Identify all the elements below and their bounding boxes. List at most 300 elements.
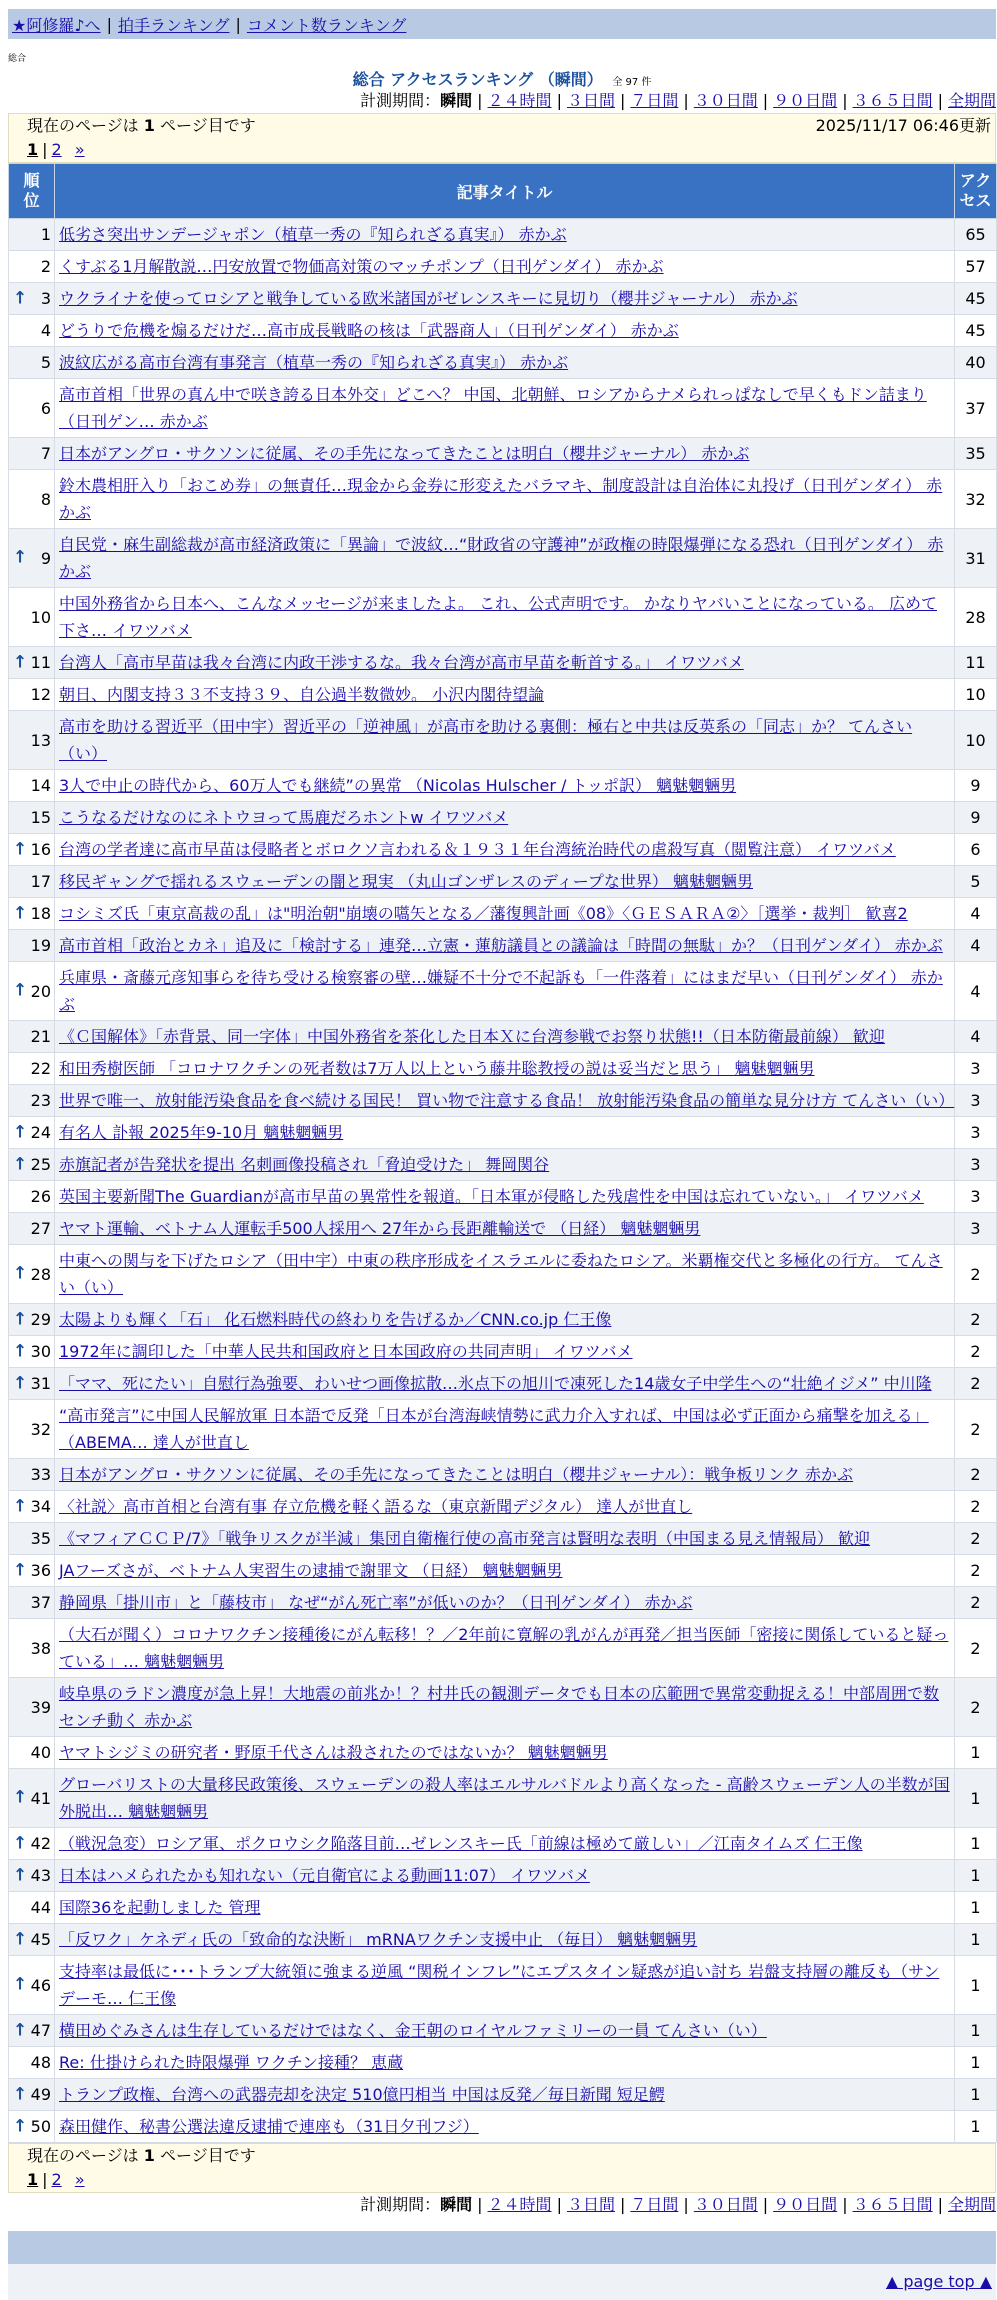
article-link[interactable]: 日本がアングロ・サクソンに従属、その手先になってきたことは明白（櫻井ジャーナル） 赤かぶ [59,444,750,463]
access-count: 2 [955,1678,997,1737]
table-row [9,438,997,470]
title-cell [55,251,955,283]
rank-number: 2 [40,257,51,276]
table-row [9,1737,997,1769]
table-row [9,1021,997,1053]
access-count: 3 [955,1149,997,1181]
rank-cell [9,1459,55,1491]
rank-up-arrow-icon: ↑ [13,1341,28,1361]
table-row [9,1459,997,1491]
rank-cell [9,251,55,283]
pager-page-2-bottom[interactable]: 2 [51,2170,62,2189]
rank-number: 42 [30,1834,51,1853]
table-row [9,930,997,962]
access-count: 1 [955,1956,997,2015]
rank-cell [9,219,55,251]
access-count: 9 [955,802,997,834]
title-cell [55,1678,955,1737]
article-link[interactable]: ヤマトシジミの研究者・野原千代さんは殺されたのではないか？ 魑魅魍魎男 [59,1743,608,1762]
title-cell [55,802,955,834]
period-link-bottom[interactable]: ７日間 [630,2195,679,2214]
rank-number: 11 [30,653,51,672]
rank-up-arrow-icon: ↑ [13,1929,28,1949]
rank-up-arrow-icon: ↑ [13,1122,28,1142]
title-cell [55,866,955,898]
rank-cell [9,1245,55,1304]
article-link[interactable]: 岐阜県のラドン濃度が急上昇！大地震の前兆か！？村井氏の観測データでも日本の広範囲で異常変動捉える！中部周囲で数センチ動く 赤かぶ [59,1684,940,1730]
article-link[interactable]: 「ママ、死にたい」自慰行為強要、わいせつ画像拡散…氷点下の旭川で凍死した14歳女子中学生への“壮絶イジメ” 中川隆 [59,1374,932,1393]
rank-cell [9,834,55,866]
rank-number: 4 [40,321,51,340]
table-row [9,470,997,529]
title-cell [55,1053,955,1085]
article-link[interactable]: 鈴木農相肝入り「おこめ券」の無責任…現金から金券に形変えたバラマキ、制度設計は自治体に丸投げ（日刊ゲンダイ） 赤かぶ [59,476,943,522]
access-count: 1 [955,1769,997,1828]
nav-link-applause-ranking[interactable]: 拍手ランキング [117,15,230,35]
rank-up-arrow-icon: ↑ [13,1865,28,1885]
title-cell [55,1769,955,1828]
rank-number: 35 [30,1529,51,1548]
table-row [9,1523,997,1555]
title-cell [55,1117,955,1149]
rank-number: 39 [30,1697,51,1717]
rank-number: 34 [30,1497,51,1516]
pager-next-bottom[interactable]: » [74,2170,85,2189]
table-row [9,219,997,251]
period-link[interactable]: 全期間 [947,91,996,110]
article-link[interactable]: （戦況急変）ロシア軍、ポクロウシク陥落目前…ゼレンスキー氏「前線は極めて厳しい」／江南タイムズ 仁王像 [59,1834,863,1853]
title-cell [55,1523,955,1555]
access-count: 4 [955,930,997,962]
title-cell [55,647,955,679]
period-label: 計測期間： [360,91,441,110]
title-cell [55,379,955,438]
rank-cell [9,283,55,315]
rank-cell [9,1304,55,1336]
access-count: 10 [955,679,997,711]
article-link[interactable]: Re: 仕掛けられた時限爆弾 ワクチン接種？ 恵蔵 [59,2053,404,2072]
article-link[interactable]: コシミズ氏「東京高裁の乱」は"明治朝"崩壊の嚆矢となる／藩復興計画《08》〈ＧＥＳＡＲＡ②〉［選挙・裁判］ 歓喜2 [59,904,908,923]
access-count: 37 [955,379,997,438]
rank-number: 44 [30,1898,51,1917]
title-cell [55,588,955,647]
article-link[interactable]: 台湾の学者達に高市早苗は侵略者とボロクソ言われる＆１９３１年台湾統治時代の虐殺写真（閲覧注意） イワツバメ [59,840,896,859]
table-row [9,1336,997,1368]
rank-number: 12 [30,685,51,704]
period-link-bottom[interactable]: ３０日間 [693,2195,758,2214]
article-link[interactable]: グローバリストの大量移民政策後、スウェーデンの殺人率はエルサルバドルより高くなった - 高齢スウェーデン人の半数が国外脱出… 魑魅魍魎男 [59,1775,950,1821]
rank-up-arrow-icon: ↑ [13,903,28,923]
rank-number: 21 [30,1027,51,1046]
article-link[interactable]: 有名人 訃報 2025年9-10月 魑魅魍魎男 [59,1123,344,1142]
rank-up-arrow-icon: ↑ [13,980,28,1001]
rank-up-arrow-icon: ↑ [13,1154,28,1174]
rank-cell [9,1523,55,1555]
rank-cell [9,1149,55,1181]
table-row [9,866,997,898]
period-separator: | [842,2195,848,2214]
rank-number: 40 [30,1743,51,1762]
title-cell [55,2015,955,2047]
article-link[interactable]: ヤマト運輸、ベトナム人運転手500人採用へ 27年から長距離輸送で （日経） 魑魅魍魎男 [59,1219,701,1238]
period-current-bottom: 瞬間 [440,2195,473,2214]
rank-up-arrow-icon: ↑ [13,1373,28,1393]
access-count: 2 [955,1304,997,1336]
rank-cell [9,1400,55,1459]
title-cell [55,2079,955,2111]
access-count: 4 [955,1021,997,1053]
title-cell [55,347,955,379]
article-link[interactable]: 森田健作、秘書公選法違反逮捕で連座も（31日夕刊フジ） [59,2117,479,2136]
rank-number: 29 [30,1310,51,1329]
access-count: 2 [955,1523,997,1555]
rank-up-arrow-icon: ↑ [13,1787,28,1808]
article-link[interactable]: 国際36を起動しました 管理 [59,1898,261,1917]
access-count: 57 [955,251,997,283]
table-row [9,529,997,588]
access-count: 2 [955,1587,997,1619]
header-rank: 順位 [9,164,55,219]
table-row [9,647,997,679]
article-link[interactable]: JAフーズさが、ベトナム人実習生の逮捕で謝罪文 （日経） 魑魅魍魎男 [59,1561,563,1580]
article-link[interactable]: くすぶる1月解散説…円安放置で物価高対策のマッチポンプ（日刊ゲンダイ） 赤かぶ [59,257,664,276]
title-cell [55,1860,955,1892]
top-nav [8,9,996,39]
title-cell [55,2111,955,2143]
access-count: 2 [955,1491,997,1523]
current-page-text-bottom: 現在のページは 1 ページ目です [27,2146,256,2165]
article-link[interactable]: トランプ政権、台湾への武器売却を決定 510億円相当 中国は反発／毎日新聞 短足鰐 [59,2085,665,2104]
article-link[interactable]: 支持率は最低に･･･トランプ大統領に強まる逆風 “関税インフレ”にエプスタイン疑惑が追い討ち 岩盤支持層の離反も（サンデーモ… 仁王像 [59,1962,940,2008]
article-link[interactable]: 静岡県「掛川市」と「藤枝市」 なぜ“がん死亡率”が低いのか？（日刊ゲンダイ） 赤かぶ [59,1593,693,1612]
current-page-number: 1 [143,116,155,135]
table-row [9,379,997,438]
rank-cell [9,802,55,834]
table-row [9,1117,997,1149]
rank-cell [9,1181,55,1213]
rank-cell [9,2015,55,2047]
table-row [9,283,997,315]
period-link[interactable]: ７日間 [630,91,679,110]
title-cell [55,1587,955,1619]
table-row [9,1368,997,1400]
rank-number: 32 [30,1419,51,1439]
period-separator: | [683,91,689,110]
article-link[interactable]: 横田めぐみさんは生存しているだけではなく、金王朝のロイヤルファミリーの一員 てんさい（い） [59,2021,767,2040]
access-count: 1 [955,1892,997,1924]
table-row [9,1400,997,1459]
rank-number: 15 [30,808,51,827]
article-link[interactable]: 太陽よりも輝く「石」 化石燃料時代の終わりを告げるか／CNN.co.jp 仁王像 [59,1310,612,1329]
period-separator: | [556,91,562,110]
table-row [9,1181,997,1213]
rank-number: 24 [30,1123,51,1142]
rank-cell [9,529,55,588]
rank-cell [9,1924,55,1956]
rank-number: 26 [30,1187,51,1206]
rank-cell [9,1587,55,1619]
rank-cell [9,1336,55,1368]
article-link[interactable]: “高市発言”に中国人民解放軍 日本語で反発「日本が台湾海峡情勢に武力介入すれば、中国は必ず正面から痛撃を加える」（ABEMA… 達人が世直し [59,1406,929,1452]
title-cell [55,1181,955,1213]
pager-current-bottom[interactable]: 1 [27,2170,39,2189]
access-count: 3 [955,1085,997,1117]
rank-cell [9,1769,55,1828]
rank-number: 1 [40,225,51,244]
title-cell [55,1737,955,1769]
access-count: 3 [955,1053,997,1085]
rank-number: 8 [40,489,51,509]
article-link[interactable]: ウクライナを使ってロシアと戦争している欧米諸国がゼレンスキーに見切り（櫻井ジャーナル） 赤かぶ [59,289,798,308]
rank-number: 14 [30,776,51,795]
ranking-total: 全 97 件 [612,77,652,88]
nav-link-asyura[interactable]: ★阿修羅♪へ [12,15,101,35]
rank-cell [9,2079,55,2111]
article-link[interactable]: 波紋広がる高市台湾有事発言（植草一秀の『知られざる真実』） 赤かぶ [59,353,569,372]
article-link[interactable]: 「反ワク」ケネディ氏の「致命的な決断」 mRNAワクチン支援中止 （毎日） 魑魅魍魎男 [59,1930,698,1949]
article-link[interactable]: 日本はハメられたかも知れない（元自衛官による動画11:07） イワツバメ [59,1866,590,1885]
access-count: 1 [955,2047,997,2079]
access-count: 31 [955,529,997,588]
rank-cell [9,898,55,930]
ranking-title-text: 総合 アクセスランキング （瞬間） [352,70,603,89]
article-link[interactable]: 台湾人「高市早苗は我々台湾に内政干渉するな。我々台湾が高市早苗を斬首する。」 イワツバメ [59,653,744,672]
period-separator: | [556,2195,562,2214]
rank-up-arrow-icon: ↑ [13,839,28,859]
period-separator: | [619,91,626,110]
table-row [9,1924,997,1956]
period-link-bottom[interactable]: ３日間 [566,2195,615,2214]
rank-cell [9,962,55,1021]
title-cell [55,1491,955,1523]
article-link[interactable]: 和田秀樹医師 「コロナワクチンの死者数は7万人以上という藤井聡教授の説は妥当だと思う」 魑魅魍魎男 [59,1059,815,1078]
pager-next[interactable]: » [74,140,85,159]
access-count: 3 [955,1181,997,1213]
access-count: 9 [955,770,997,802]
article-link[interactable]: 高市を助ける習近平（田中宇）習近平の「逆神風」が高市を助ける裏側：極右と中共は反英系の「同志」か？ てんさい（い） [59,717,913,763]
rank-cell [9,379,55,438]
article-link[interactable]: 〈社説〉高市首相と台湾有事 存立危機を軽く語るな（東京新聞デジタル） 達人が世直し [59,1497,693,1516]
pager-current[interactable]: 1 [27,140,39,159]
article-link[interactable]: （大石が聞く）コロナワクチン接種後にがん転移！？／2年前に寛解の乳がんが再発／担当医師「密接に関係していると疑っている」… 魑魅魍魎男 [59,1625,949,1671]
article-link[interactable]: 自民党・麻生副総裁が高市経済政策に「異論」で波紋…“財政省の守護神”が政権の時限爆弾になる恐れ（日刊ゲンダイ） 赤かぶ [59,535,944,581]
article-link[interactable]: どうりで危機を煽るだけだ…高市成長戦略の核は「武器商人」（日刊ゲンダイ） 赤かぶ [59,321,679,340]
access-count: 6 [955,834,997,866]
rank-cell [9,1892,55,1924]
title-cell [55,711,955,770]
rank-up-arrow-icon: ↑ [13,1263,28,1284]
rank-number: 3 [40,289,51,308]
rank-cell [9,1737,55,1769]
access-count: 4 [955,962,997,1021]
table-row [9,1555,997,1587]
title-cell [55,834,955,866]
table-row [9,1587,997,1619]
table-row [9,588,997,647]
rank-cell [9,315,55,347]
table-row [9,898,997,930]
article-link[interactable]: 《マフィアＣＣＰ/7》「戦争リスクが半減」集団自衛権行使の高市発言は賢明な表明（中国まる見え情報局） 歓迎 [59,1529,871,1548]
article-link[interactable]: 兵庫県・斎藤元彦知事らを待ち受ける検察審の壁…嫌疑不十分で不起訴も「一件落着」にはまだ早い（日刊ゲンダイ） 赤かぶ [59,968,943,1014]
title-cell [55,1021,955,1053]
period-selector-bottom [8,2193,996,2217]
access-count: 45 [955,315,997,347]
title-cell [55,1828,955,1860]
footer-bar [8,2231,996,2264]
access-count: 2 [955,1400,997,1459]
access-count: 1 [955,1828,997,1860]
rank-up-arrow-icon: ↑ [13,2020,28,2040]
table-row [9,1491,997,1523]
table-row [9,1213,997,1245]
title-cell [55,1213,955,1245]
period-link[interactable]: ２４時間 [487,91,552,110]
rank-number: 41 [30,1788,51,1808]
rank-number: 23 [30,1091,51,1110]
title-cell [55,1304,955,1336]
article-link[interactable]: 世界で唯一、放射能汚染食品を食べ続ける国民！ 買い物で注意する食品！ 放射能汚染食品の簡単な見分け方 てんさい（い） [59,1091,955,1110]
table-row [9,1892,997,1924]
article-link[interactable]: 3人で中止の時代から、60万人でも継続”の異常 （Nicolas Hulscher / トッポ訳） 魑魅魍魎男 [59,776,737,795]
rank-up-arrow-icon: ↑ [13,547,28,568]
access-count: 10 [955,711,997,770]
title-cell [55,438,955,470]
access-count: 1 [955,1924,997,1956]
table-row [9,679,997,711]
table-row [9,347,997,379]
rank-up-arrow-icon: ↑ [13,652,28,672]
period-link[interactable]: ３６５日間 [852,91,933,110]
table-row [9,1860,997,1892]
rank-cell [9,2111,55,2143]
rank-cell [9,1619,55,1678]
pager-page-2[interactable]: 2 [51,140,62,159]
title-cell [55,1892,955,1924]
article-link[interactable]: 移民ギャングで揺れるスウェーデンの闇と現実 （丸山ゴンザレスのディープな世界） 魑魅魍魎男 [59,872,754,891]
rank-number: 10 [30,607,51,627]
table-row [9,1956,997,2015]
table-row [9,251,997,283]
period-link-bottom[interactable]: 全期間 [947,2195,996,2214]
period-link-bottom[interactable]: ９０日間 [773,2195,838,2214]
article-link[interactable]: 高市首相「政治とカネ」追及に「検討する」連発…立憲・蓮舫議員との議論は「時間の無駄」か？（日刊ゲンダイ） 赤かぶ [59,936,943,955]
period-link[interactable]: ３日間 [566,91,615,110]
title-cell [55,1400,955,1459]
period-link-bottom[interactable]: ３６５日間 [852,2195,933,2214]
article-link[interactable]: 中国外務省から日本へ、こんなメッセージが来ましたよ。 これ、公式声明です。 かなりヤバいことになっている。 広めて下さ… イワツバメ [59,594,937,640]
rank-cell [9,1860,55,1892]
period-link-bottom[interactable]: ２４時間 [487,2195,552,2214]
title-cell [55,283,955,315]
title-cell [55,1619,955,1678]
access-count: 65 [955,219,997,251]
access-count: 5 [955,866,997,898]
rank-cell [9,647,55,679]
table-row [9,315,997,347]
rank-cell [9,1956,55,2015]
rank-cell [9,1491,55,1523]
access-count: 2 [955,1368,997,1400]
title-cell [55,930,955,962]
access-count: 2 [955,1555,997,1587]
table-row [9,1245,997,1304]
rank-number: 20 [30,981,51,1001]
access-count: 1 [955,1737,997,1769]
section-label: 総合 [8,54,27,64]
article-link[interactable]: 1972年に調印した「中華人民共和国政府と日本国政府の共同声明」 イワツバメ [59,1342,633,1361]
rank-number: 25 [30,1155,51,1174]
rank-up-arrow-icon: ↑ [13,2116,28,2136]
pager-top: 1 | 2 » [27,140,85,159]
rank-cell [9,1085,55,1117]
rank-cell [9,588,55,647]
period-link[interactable]: ３０日間 [693,91,758,110]
period-link[interactable]: ９０日間 [773,91,838,110]
rank-up-arrow-icon: ↑ [13,1974,28,1995]
access-count: 28 [955,588,997,647]
title-cell [55,770,955,802]
table-row [9,962,997,1021]
table-row [9,1304,997,1336]
period-separator: | [619,2195,626,2214]
rank-number: 50 [30,2117,51,2136]
rank-cell [9,1021,55,1053]
title-cell [55,1555,955,1587]
rank-cell [9,1213,55,1245]
title-cell [55,1956,955,2015]
title-cell [55,1368,955,1400]
access-count: 4 [955,898,997,930]
article-link[interactable]: 英国主要新聞The Guardianが高市早苗の異常性を報道。「日本軍が侵略した残虐性を中国は忘れていない。」 イワツバメ [59,1187,924,1206]
rank-number: 17 [30,872,51,891]
rank-number: 45 [30,1930,51,1949]
period-separator: | [937,2195,943,2214]
rank-cell [9,1555,55,1587]
access-count: 1 [955,2079,997,2111]
article-link[interactable]: こうなるだけなのにネトウヨって馬鹿だろホントw イワツバメ [59,808,509,827]
access-count: 2 [955,1619,997,1678]
title-cell [55,315,955,347]
article-link[interactable]: 日本がアングロ・サクソンに従属、その手先になってきたことは明白（櫻井ジャーナル）：戦争板リンク 赤かぶ [59,1465,854,1484]
pager-bottom: 1 | 2 » [27,2170,85,2189]
page-top-bar [8,2264,996,2300]
nav-link-comment-ranking[interactable]: コメント数ランキング [246,15,407,35]
access-count: 1 [955,2111,997,2143]
rank-number: 48 [30,2053,51,2072]
article-link[interactable]: 赤旗記者が告発状を提出 名刺画像投稿され「脅迫受けた」 舞岡関谷 [59,1155,550,1174]
table-row [9,1085,997,1117]
period-separator: | [762,2195,769,2214]
ranking-title [8,67,996,89]
rank-number: 36 [30,1561,51,1580]
rank-up-arrow-icon: ↑ [13,1309,28,1329]
table-row [9,711,997,770]
rank-cell [9,470,55,529]
article-link[interactable]: 中東への関与を下げたロシア（田中宇）中東の秩序形成をイスラエルに委ねたロシア。米覇権交代と多極化の行方。 てんさい（い） [59,1251,943,1297]
rank-up-arrow-icon: ↑ [13,1833,28,1853]
article-link[interactable]: 《Ｃ国解体》「赤背景、同一字体」中国外務省を茶化した日本Ｘに台湾参戦でお祭り状態!!（日本防衛最前線） 歓迎 [59,1027,885,1046]
access-count: 35 [955,438,997,470]
page-top-link[interactable]: ▲ page top ▲ [885,2272,992,2291]
rank-up-arrow-icon: ↑ [13,1496,28,1516]
article-link[interactable]: 朝日、内閣支持３３不支持３９、自公過半数微妙。 小沢内閣待望論 [59,685,545,704]
article-link[interactable]: 低劣さ突出サンデージャポン（植草一秀の『知られざる真実』） 赤かぶ [59,225,567,244]
rank-number: 46 [30,1975,51,1995]
rank-up-arrow-icon: ↑ [13,288,28,308]
article-link[interactable]: 高市首相「世界の真ん中で咲き誇る日本外交」どこへ？ 中国、北朝鮮、ロシアからナメられっぱなしで早くもドン詰まり（日刊ゲン… 赤かぶ [59,385,927,431]
title-cell [55,1245,955,1304]
rank-number: 49 [30,2085,51,2104]
